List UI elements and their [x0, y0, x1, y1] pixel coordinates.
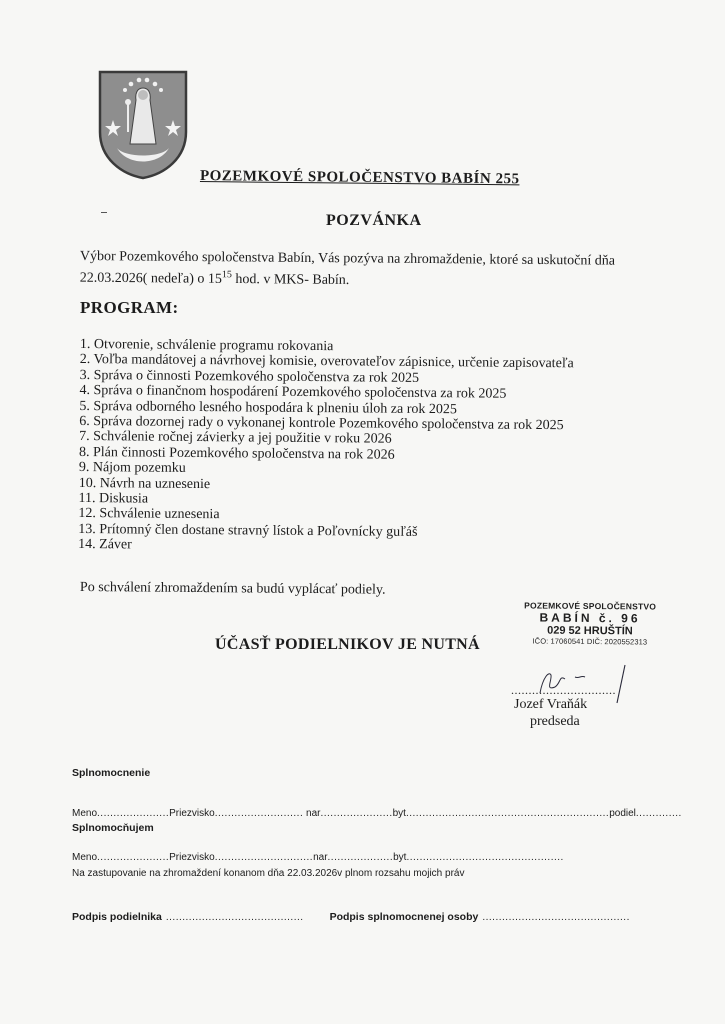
list-item: 12. Schválenie uznesenia — [78, 506, 220, 523]
meno-label: Meno — [72, 808, 98, 819]
nar-label: nar — [313, 852, 328, 863]
proxy-section-title: Splnomocnenie — [72, 767, 151, 779]
payout-note: Po schválení zhromaždením sa budú vyplácať podiely. — [79, 580, 386, 598]
list-item: 2. Voľba mandátovej a návrhovej komisie, overovateľov zápisnice, určenie zapisovateľa — [79, 352, 574, 372]
program-title: PROGRAM: — [80, 298, 179, 317]
intro-line-1: Výbor Pozemkového spoločenstva Babín, Vás pozýva na zhromaždenie, ktoré sa uskutoční dňa — [79, 248, 616, 269]
list-item: 8. Plán činnosti Pozemkového spoločenstva na rok 2026 — [78, 444, 395, 463]
list-item: 11. Diskusia — [78, 491, 149, 507]
priezvisko-label: Priezvisko — [169, 808, 215, 819]
intro-line-2-suffix: hod. v MKS- Babín. — [231, 271, 350, 289]
list-item: 7. Schválenie ročnej závierky a jej použitie v roku 2026 — [79, 429, 392, 448]
priezvisko-label: Priezvisko — [169, 852, 215, 863]
agent-signature-field[interactable]: ............................................. — [482, 912, 630, 923]
list-item: 3. Správa o činnosti Pozemkového spoločenstva za rok 2025 — [79, 367, 420, 386]
nar-field[interactable]: .................... — [327, 852, 394, 863]
document-title: POZVÁNKA — [326, 212, 422, 229]
signature-row — [72, 907, 652, 925]
list-item: 1. Otvorenie, schválenie programu rokovania — [79, 337, 334, 355]
hour-value: 15 — [207, 271, 222, 287]
podiel-label: podiel — [609, 808, 636, 819]
principal-fields — [72, 808, 682, 819]
meno-label: Meno — [72, 852, 98, 863]
signature-line: .............................. — [511, 683, 616, 697]
priezvisko-field[interactable]: ........................... — [214, 808, 304, 819]
byt-label: byt — [393, 852, 407, 863]
meno-field[interactable]: ...................... — [97, 808, 170, 819]
organization-title: POZEMKOVÉ SPOLOČENSTVO BABÍN 255 — [199, 168, 520, 188]
member-signature-field[interactable]: .......................................... — [165, 912, 304, 923]
organization-stamp — [520, 600, 660, 646]
proxy-scope-text: Na zastupovanie na zhromaždení konanom dňa 22.03.2026v plnom rozsahu mojich práv — [72, 868, 465, 879]
priezvisko-field[interactable]: .............................. — [214, 852, 314, 863]
signer-role: predseda — [530, 714, 580, 729]
dash-mark — [101, 212, 107, 213]
agent-signature-label: Podpis splnomocnenej osoby — [329, 911, 479, 923]
coat-of-arms-icon — [97, 70, 189, 180]
signer-name: Jozef Vraňák — [514, 697, 588, 712]
agent-section-title: Splnomocňujem — [72, 822, 154, 834]
list-item: 4. Správa o finančnom hospodárení Pozemkového spoločenstva za rok 2025 — [79, 383, 507, 402]
attendance-notice: ÚČASŤ PODIELNIKOV JE NUTNÁ — [215, 636, 480, 653]
list-item: 9. Nájom pozemku — [78, 460, 186, 477]
nar-label: nar — [306, 808, 321, 819]
agent-fields — [72, 852, 564, 863]
member-signature-label: Podpis podielnika — [72, 911, 162, 923]
meno-field[interactable]: ...................... — [97, 852, 170, 863]
stamp-line-2: BABÍN č. 96 — [539, 610, 641, 626]
stamp-line-1: POZEMKOVÉ SPOLOČENSTVO — [524, 600, 657, 612]
list-item: 6. Správa dozornej rady o vykonanej kontrole Pozemkového spoločenstva za rok 2025 — [79, 414, 564, 434]
list-item: 10. Návrh na uznesenie — [78, 475, 211, 492]
list-item: 13. Prítomný člen dostane stravný lístok a Poľovnícky guľáš — [78, 521, 418, 540]
byt-field[interactable]: ................................................ — [406, 852, 564, 863]
list-item: 14. Záver — [78, 537, 132, 553]
byt-field[interactable]: .............................................................. — [405, 808, 610, 819]
minutes-superscript: 15 — [221, 269, 232, 281]
podiel-field[interactable]: .............. — [635, 808, 682, 819]
program-list — [78, 337, 640, 558]
byt-label: byt — [392, 808, 406, 819]
list-item: 5. Správa odborného lesného hospodára k plneniu úloh za rok 2025 — [79, 398, 457, 417]
stamp-line-4: IČO: 17060541 DIČ: 2020552313 — [532, 636, 648, 647]
nar-field[interactable]: ...................... — [320, 808, 393, 819]
stamp-line-3: 029 52 HRUŠTÍN — [547, 624, 633, 638]
invitation-text — [80, 248, 670, 292]
intro-line-2: 22.03.2026( nedeľa) o $15^{15}$ hod. v MKS- Babín. — [79, 269, 350, 289]
